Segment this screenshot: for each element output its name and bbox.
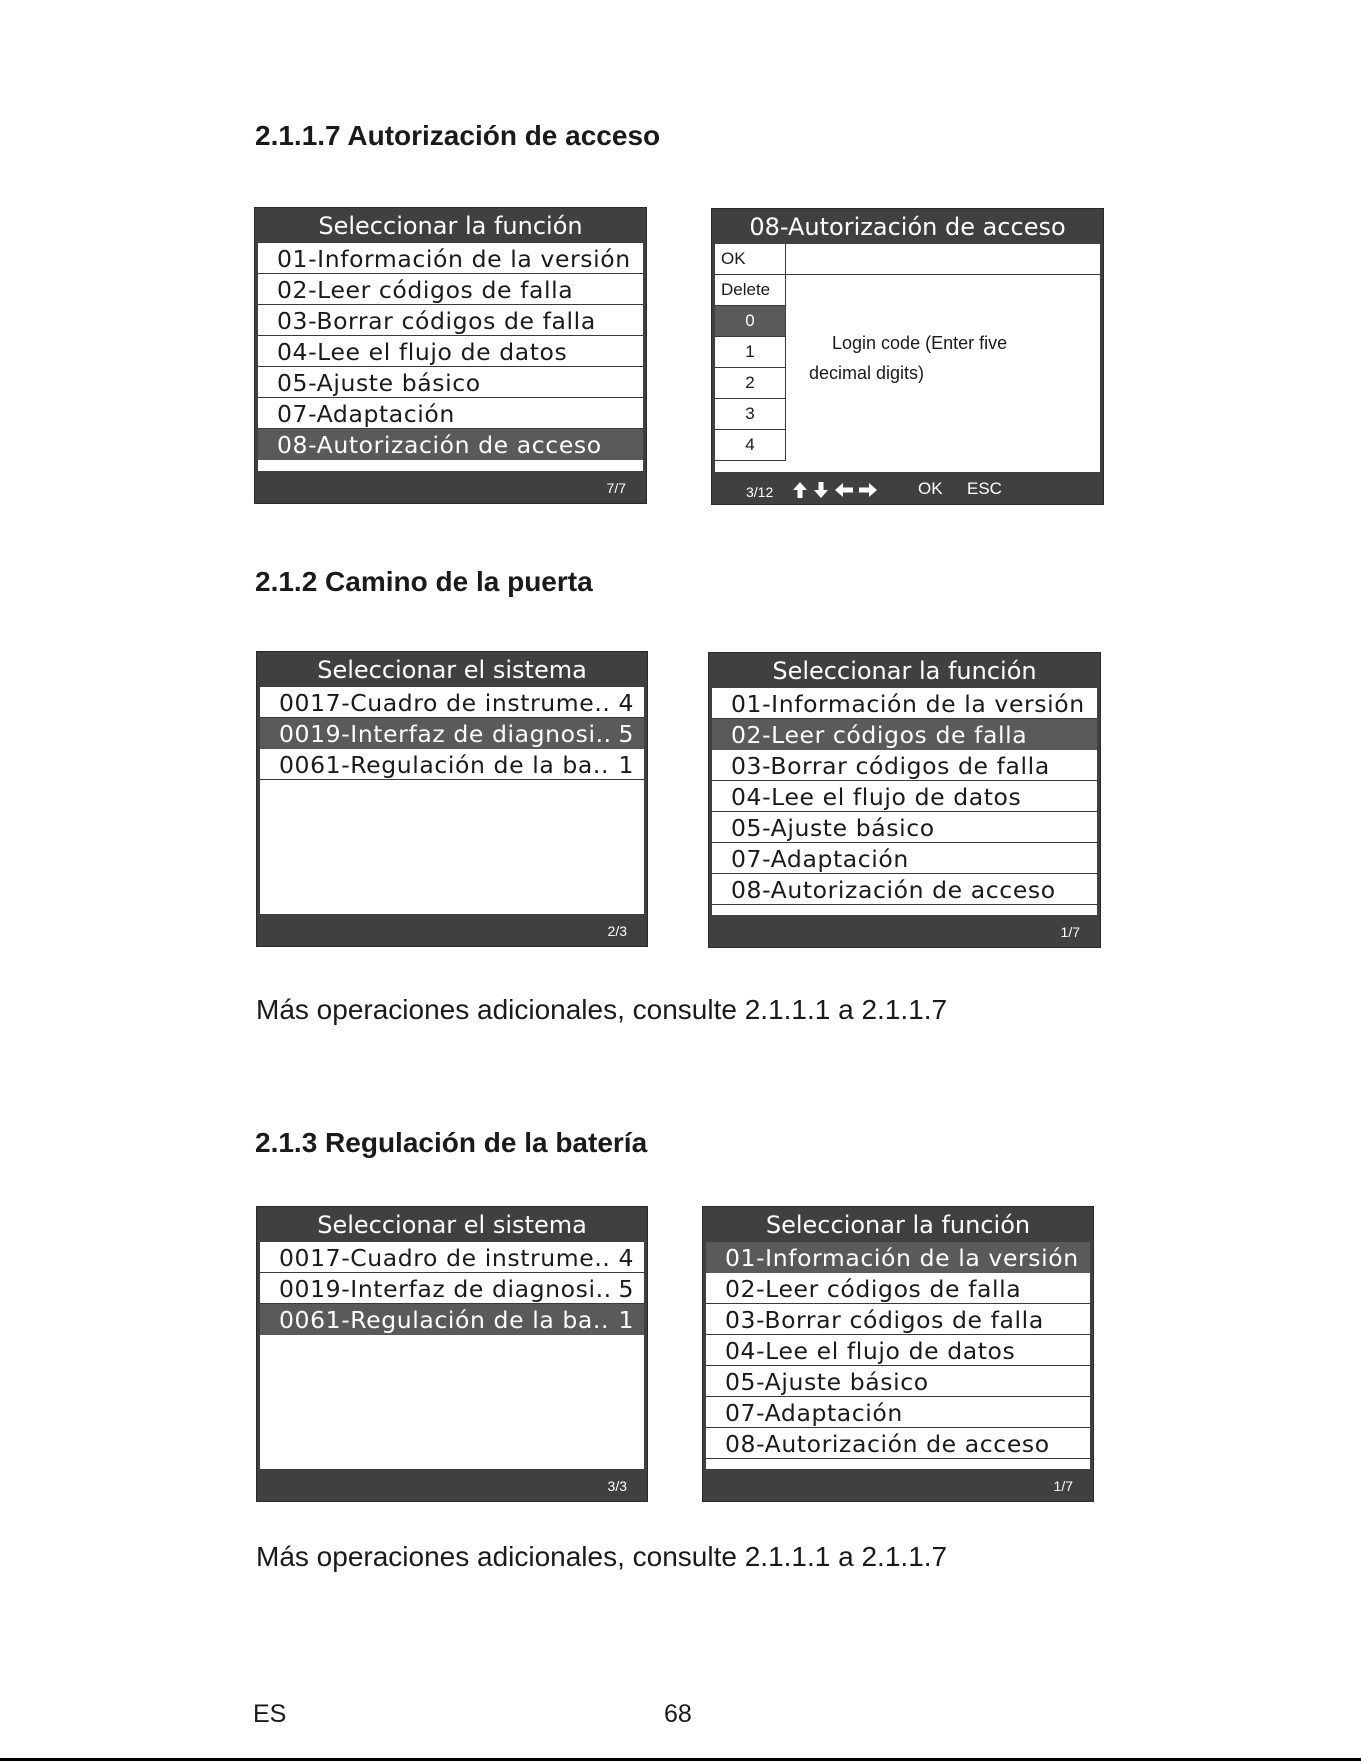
screen-title: Seleccionar la función — [772, 657, 1037, 685]
status-bar — [712, 472, 1103, 504]
page-indicator: 7/7 — [606, 480, 626, 496]
status-bar — [257, 914, 647, 946]
keypad-key[interactable]: Delete — [715, 275, 786, 306]
keypad-key[interactable]: 0 — [715, 306, 786, 337]
section-heading-battery-regulation: 2.1.3 Regulación de la batería — [255, 1127, 648, 1158]
login-code-input[interactable] — [786, 244, 1100, 275]
function-menu-item[interactable]: 05-Ajuste básico — [706, 1366, 1090, 1397]
page-indicator: 3/3 — [607, 1478, 627, 1494]
login-prompt-line-2: decimal digits) — [809, 363, 925, 383]
function-menu-item[interactable]: 07-Adaptación — [712, 843, 1097, 874]
screen-title: 08-Autorización de acceso — [749, 213, 1066, 241]
function-menu-item[interactable]: 03-Borrar códigos de falla — [712, 750, 1097, 781]
system-label: 0019-Interfaz de diagnosi.. — [279, 1275, 612, 1303]
function-menu-item[interactable]: 04-Lee el flujo de datos — [706, 1335, 1090, 1366]
function-menu-item[interactable]: 01-Información de la versión — [258, 243, 643, 274]
status-bar — [257, 1469, 647, 1501]
more-operations-note-1: Más operaciones adicionales, consulte 2.1.1.1 a 2.1.1.7 — [256, 994, 948, 1025]
ok-key-label[interactable]: OK — [918, 479, 943, 498]
system-menu-item[interactable] — [260, 749, 644, 780]
arrow-up-icon[interactable] — [792, 481, 808, 499]
system-list — [260, 1242, 644, 1469]
fault-count: 4 — [618, 689, 634, 717]
function-menu-item[interactable]: 03-Borrar códigos de falla — [706, 1304, 1090, 1335]
function-menu-item[interactable]: 08-Autorización de acceso — [712, 874, 1097, 905]
function-menu-item[interactable]: 07-Adaptación — [706, 1397, 1090, 1428]
footer-language: ES — [253, 1700, 287, 1728]
function-menu-item[interactable]: 08-Autorización de acceso — [706, 1428, 1090, 1459]
screen-title: Seleccionar la función — [765, 1211, 1031, 1239]
system-select-screen-2 — [256, 651, 648, 947]
section-heading-door-path: 2.1.2 Camino de la puerta — [255, 566, 593, 597]
section-heading-access-authorization: 2.1.1.7 Autorización de acceso — [255, 120, 661, 151]
system-label: 0019-Interfaz de diagnosi.. — [279, 720, 612, 748]
arrow-left-icon[interactable] — [834, 482, 854, 498]
function-menu-item[interactable]: 07-Adaptación — [258, 398, 643, 429]
system-menu-item[interactable] — [260, 1304, 644, 1335]
page-indicator: 2/3 — [607, 923, 627, 939]
system-menu-item[interactable] — [260, 1273, 644, 1304]
function-select-screen-3 — [702, 1206, 1094, 1502]
page-number: 68 — [664, 1700, 692, 1728]
function-menu-item[interactable]: 02-Leer códigos de falla — [258, 274, 643, 305]
function-menu-item[interactable]: 02-Leer códigos de falla — [706, 1273, 1090, 1304]
keypad-key[interactable]: 1 — [715, 337, 786, 368]
system-label: 0061-Regulación de la ba.. — [279, 751, 610, 779]
function-menu-item[interactable]: 04-Lee el flujo de datos — [712, 781, 1097, 812]
arrow-right-icon[interactable] — [858, 482, 878, 498]
page-indicator: 1/7 — [1060, 924, 1080, 940]
fault-count: 4 — [618, 1244, 634, 1272]
keypad-key[interactable]: OK — [715, 244, 786, 275]
system-label: 0017-Cuadro de instrume.. — [279, 689, 611, 717]
function-menu-item[interactable]: 05-Ajuste básico — [258, 367, 643, 398]
page-indicator: 1/7 — [1053, 1478, 1073, 1494]
system-list — [260, 687, 644, 914]
keypad-key[interactable]: 2 — [715, 368, 786, 399]
function-menu-item[interactable]: 01-Información de la versión — [706, 1242, 1090, 1273]
function-menu-item[interactable]: 04-Lee el flujo de datos — [258, 336, 643, 367]
keypad-key[interactable]: 4 — [715, 430, 786, 461]
function-menu-item[interactable]: 01-Información de la versión — [712, 688, 1097, 719]
status-bar — [255, 471, 646, 503]
fault-count: 5 — [618, 1275, 634, 1303]
status-bar — [709, 915, 1100, 947]
system-label: 0061-Regulación de la ba.. — [279, 1306, 610, 1334]
function-menu-item[interactable]: 05-Ajuste básico — [712, 812, 1097, 843]
screen-title: Seleccionar el sistema — [317, 656, 587, 684]
function-menu-item[interactable]: 02-Leer códigos de falla — [712, 719, 1097, 750]
system-select-screen-3 — [256, 1206, 648, 1502]
system-label: 0017-Cuadro de instrume.. — [279, 1244, 611, 1272]
system-menu-item[interactable] — [260, 687, 644, 718]
function-list — [712, 688, 1097, 915]
more-operations-note-2: Más operaciones adicionales, consulte 2.1.1.1 a 2.1.1.7 — [256, 1541, 948, 1572]
keypad-key[interactable]: 3 — [715, 399, 786, 430]
esc-key-label[interactable]: ESC — [967, 479, 1002, 498]
function-menu-item[interactable]: 08-Autorización de acceso — [258, 429, 643, 460]
status-bar — [703, 1469, 1093, 1501]
screen-title: Seleccionar el sistema — [317, 1211, 587, 1239]
page-indicator: 3/12 — [746, 484, 774, 500]
login-prompt-line-1: Login code (Enter five — [832, 333, 1008, 353]
function-list — [706, 1242, 1090, 1469]
function-select-screen-1 — [254, 207, 647, 504]
fault-count: 1 — [618, 751, 634, 779]
keypad-column — [715, 244, 786, 472]
fault-count: 5 — [618, 720, 634, 748]
screen-title: Seleccionar la función — [318, 212, 583, 240]
function-menu-item[interactable]: 03-Borrar códigos de falla — [258, 305, 643, 336]
arrow-down-icon[interactable] — [813, 481, 829, 499]
function-list — [258, 243, 643, 471]
system-menu-item[interactable] — [260, 718, 644, 749]
access-body — [715, 244, 1100, 472]
access-authorization-screen — [711, 208, 1104, 505]
function-select-screen-2 — [708, 652, 1101, 948]
system-menu-item[interactable] — [260, 1242, 644, 1273]
fault-count: 1 — [618, 1306, 634, 1334]
